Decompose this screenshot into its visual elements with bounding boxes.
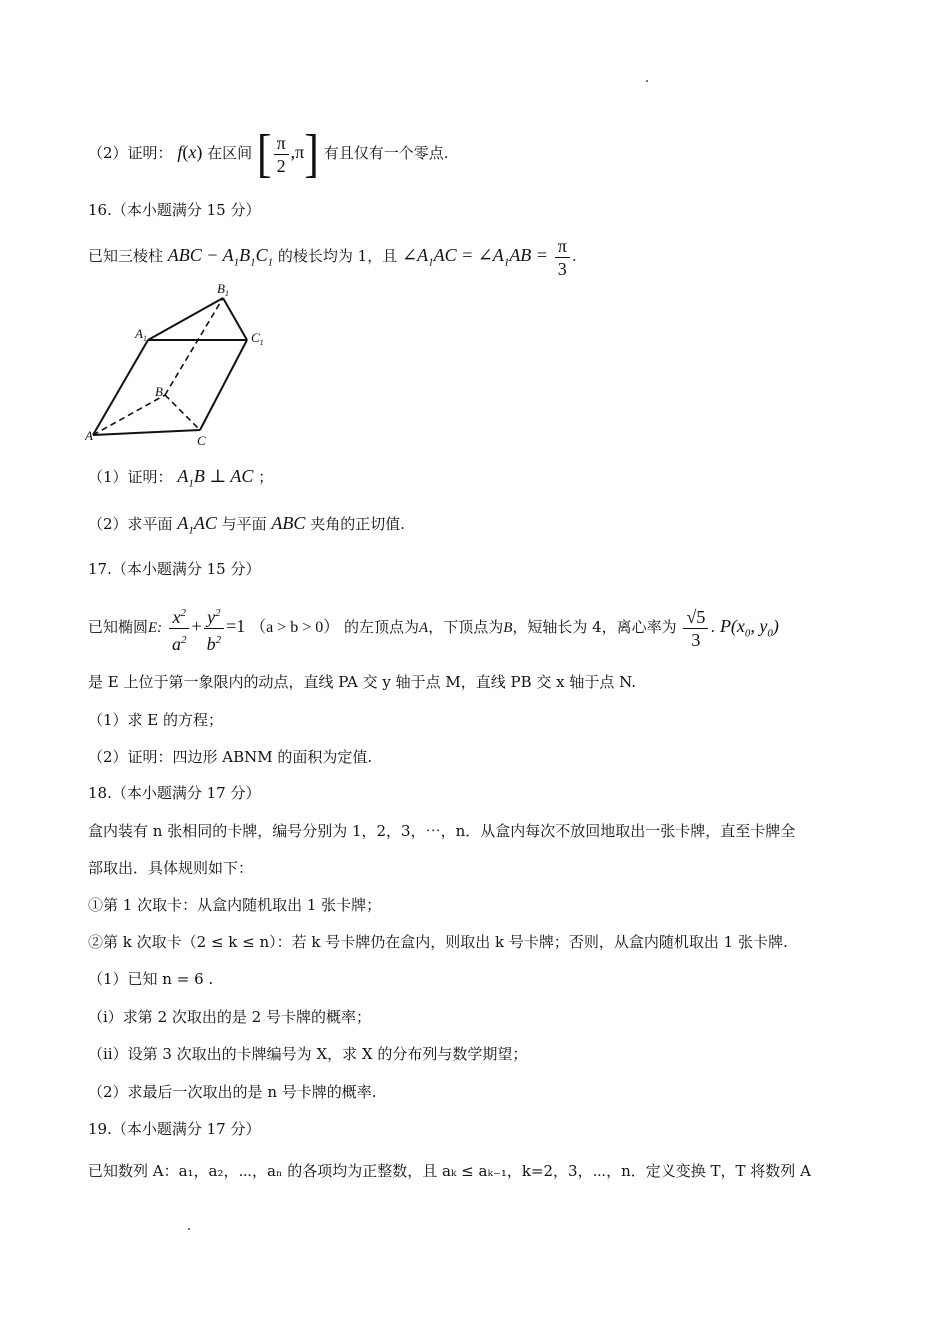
q15-part2-mid: 在区间 — [207, 144, 253, 162]
left-bracket: [ — [256, 124, 272, 183]
label-B1: $B_1$ — [217, 281, 229, 298]
q16-stem-prefix: 已知三棱柱 — [88, 247, 164, 265]
q19-header: 19.（本小题满分 17 分） — [88, 1120, 261, 1138]
q17-part2: （2）证明：四边形 ABNM 的面积为定值. — [88, 748, 373, 766]
math-angles: $\angle A_1AC$ = $\angle A_1AB$ = — [402, 245, 548, 269]
frac-num: √5 — [683, 606, 708, 629]
q18-part1ii: （ⅱ）设第 3 次取出的卡牌编号为 X，求 X 的分布列与数学期望； — [88, 1045, 528, 1063]
right-bracket: ] — [304, 124, 319, 183]
q16-part1-suffix: ； — [258, 468, 274, 486]
paren: ) — [196, 142, 203, 162]
edge-B1-C1 — [223, 298, 247, 340]
q17-stem — [88, 597, 779, 655]
edge-B-B1-dashed — [165, 298, 223, 395]
q17-line2: 是 E 上位于第一象限内的动点，直线 PA 交 y 轴于点 M，直线 PB 交 x 轴于点 N. — [88, 673, 637, 691]
q18-header: 18.（本小题满分 17 分） — [88, 784, 261, 802]
q18-part1: （1）已知 n = 6 . — [88, 970, 214, 988]
frac-den: 2 — [276, 155, 286, 176]
speck-bottom — [188, 1228, 190, 1230]
label-C1: $C_1$ — [251, 330, 264, 347]
fraction-pi-3 — [555, 235, 570, 280]
label-C: C — [197, 433, 206, 448]
q19-stem: 已知数列 A：a₁，a₂，⋯，aₙ 的各项均为正整数，且 aₖ ≤ aₖ₋₁，k=2，3，⋯，n．定义变换 T，T 将数列 A — [88, 1162, 811, 1180]
edge-A-A1 — [93, 340, 148, 435]
paren: ( — [182, 142, 189, 162]
q17-stem-mid2: ，下顶点为 — [428, 618, 504, 636]
label-A: A — [85, 428, 93, 443]
q17-stem-mid3: ，短轴长为 4，离心率为 — [512, 618, 677, 636]
q15-part2-suffix: 有且仅有一个零点. — [323, 144, 449, 162]
fraction-pi-2 — [274, 132, 289, 177]
frac-den: 3 — [691, 629, 701, 650]
edge-A-C — [93, 430, 200, 435]
q18-stem2: 部取出．具体规则如下： — [88, 859, 254, 877]
label-A1: $A_1$ — [135, 326, 147, 343]
q17-stem-prefix: 已知椭圆 — [88, 618, 149, 636]
period: . — [710, 618, 716, 636]
q16-part2-suffix: 夹角的正切值. — [310, 515, 405, 533]
math-B: B — [503, 620, 513, 636]
q18-part2: （2）求最后一次取出的是 n 号卡牌的概率. — [88, 1083, 377, 1101]
q18-rule1: ①第 1 次取卡：从盒内随机取出 1 张卡牌； — [88, 896, 382, 914]
q18-part1i: （ⅰ）求第 2 次取出的是 2 号卡牌的概率； — [88, 1008, 371, 1026]
q17-stem-mid: 的左顶点为 — [344, 618, 420, 636]
frac-den: $a^2$ — [171, 633, 187, 654]
period: . — [571, 247, 577, 265]
math-A1AC: $A_1AC$ — [177, 513, 217, 537]
edge-B-C-dashed — [165, 395, 200, 430]
q17-header: 17.（本小题满分 15 分） — [88, 560, 261, 578]
math-x: x — [188, 142, 197, 162]
equals-one: =1 — [226, 616, 246, 636]
q17-part1: （1）求 E 的方程； — [88, 711, 224, 729]
fraction-y2-b2 — [204, 602, 225, 655]
q16-part2-mid: 与平面 — [221, 515, 267, 533]
q15-part2-prefix: （2）证明： — [88, 144, 173, 162]
q16-header: 16.（本小题满分 15 分） — [88, 201, 261, 219]
q16-stem-mid: 的棱长均为 1，且 — [277, 247, 398, 265]
math-ABC: ABC — [271, 513, 306, 533]
frac-num: $x^2$ — [169, 602, 190, 629]
frac-den: 3 — [557, 258, 567, 279]
frac-den: $b^2$ — [206, 633, 222, 654]
frac-num: π — [274, 132, 289, 155]
math-f: f — [177, 142, 183, 162]
math-prism: ABC − $A_1B_1C_1$ — [167, 245, 274, 269]
plus: + — [191, 616, 202, 636]
q16-part2-prefix: （2）求平面 — [88, 515, 173, 533]
q16-part1-prefix: （1）证明： — [88, 468, 173, 486]
label-B: B — [155, 384, 163, 399]
q15-part2 — [88, 124, 449, 183]
math-P: $P(x_0$, $y_0$) — [719, 616, 779, 640]
math-A1B-perp-AC: $A_1B$ ⊥ AC — [177, 466, 254, 490]
q18-stem1: 盒内装有 n 张相同的卡牌，编号分别为 1，2，3，⋯，n．从盒内每次不放回地取出一张卡牌，直至卡牌全 — [88, 822, 796, 840]
fraction-sqrt5-3 — [683, 606, 708, 651]
math-A: A — [419, 620, 429, 636]
q17-condition: （a > b > 0） — [250, 619, 340, 636]
q16-stem — [88, 232, 577, 278]
edge-A1-B1 — [148, 298, 223, 340]
edge-C1-C — [200, 340, 247, 430]
prism-figure — [85, 280, 275, 450]
math-E: E: — [148, 620, 163, 636]
q16-part2 — [88, 513, 405, 541]
speck-top — [646, 80, 648, 82]
frac-num: $y^2$ — [204, 602, 225, 629]
fraction-x2-a2 — [169, 602, 190, 655]
q18-rule2: ②第 k 次取卡（2 ≤ k ≤ n）：若 k 号卡牌仍在盒内，则取出 k 号卡牌；否则，从盒内随机取出 1 张卡牌. — [88, 933, 788, 951]
q16-part1 — [88, 466, 273, 494]
comma-pi: ,π — [290, 142, 305, 162]
frac-num: π — [555, 235, 570, 258]
